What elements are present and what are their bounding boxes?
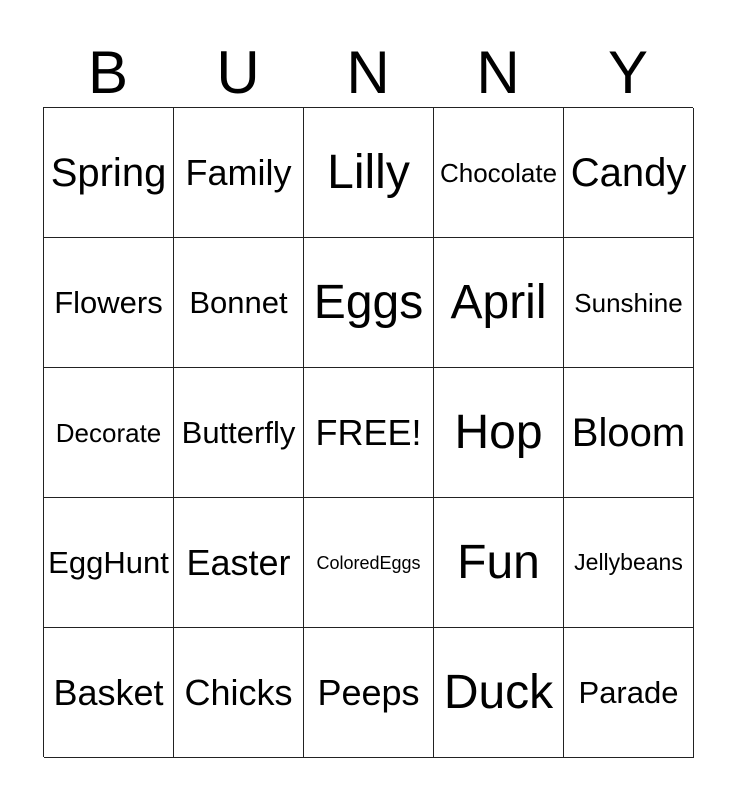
bingo-cell-r5c5[interactable]: Parade <box>564 628 694 758</box>
bingo-cell-r5c1[interactable]: Basket <box>44 628 174 758</box>
bingo-cell-r3c4[interactable]: Hop <box>434 368 564 498</box>
bingo-cell-r4c2[interactable]: Easter <box>174 498 304 628</box>
header-letter-y: Y <box>607 39 649 106</box>
bingo-cell-r4c3[interactable]: ColoredEggs <box>304 498 434 628</box>
bingo-cell-r1c4[interactable]: Chocolate <box>434 108 564 238</box>
header-letter-b: B <box>87 39 129 106</box>
header-letter-u: U <box>216 39 260 106</box>
bingo-cell-r4c5[interactable]: Jellybeans <box>564 498 694 628</box>
header-letter-n1: N <box>346 39 390 106</box>
header-letter-n2: N <box>476 39 520 106</box>
bingo-cell-r2c3[interactable]: Eggs <box>304 238 434 368</box>
bingo-cell-r2c5[interactable]: Sunshine <box>564 238 694 368</box>
bingo-header <box>43 40 693 106</box>
bingo-cell-r3c5[interactable]: Bloom <box>564 368 694 498</box>
bingo-cell-r1c3[interactable]: Lilly <box>304 108 434 238</box>
bingo-cell-r4c4[interactable]: Fun <box>434 498 564 628</box>
bingo-cell-r4c1[interactable]: EggHunt <box>44 498 174 628</box>
bingo-cell-r2c2[interactable]: Bonnet <box>174 238 304 368</box>
bingo-cell-r2c1[interactable]: Flowers <box>44 238 174 368</box>
bingo-grid <box>43 107 693 757</box>
bingo-cell-r5c4[interactable]: Duck <box>434 628 564 758</box>
bingo-cell-r2c4[interactable]: April <box>434 238 564 368</box>
bingo-cell-r1c5[interactable]: Candy <box>564 108 694 238</box>
bingo-cell-r5c2[interactable]: Chicks <box>174 628 304 758</box>
bingo-cell-free[interactable]: FREE! <box>304 368 434 498</box>
bingo-cell-r1c1[interactable]: Spring <box>44 108 174 238</box>
bingo-cell-r3c1[interactable]: Decorate <box>44 368 174 498</box>
bingo-cell-r5c3[interactable]: Peeps <box>304 628 434 758</box>
bingo-cell-r3c2[interactable]: Butterfly <box>174 368 304 498</box>
bingo-cell-r1c2[interactable]: Family <box>174 108 304 238</box>
